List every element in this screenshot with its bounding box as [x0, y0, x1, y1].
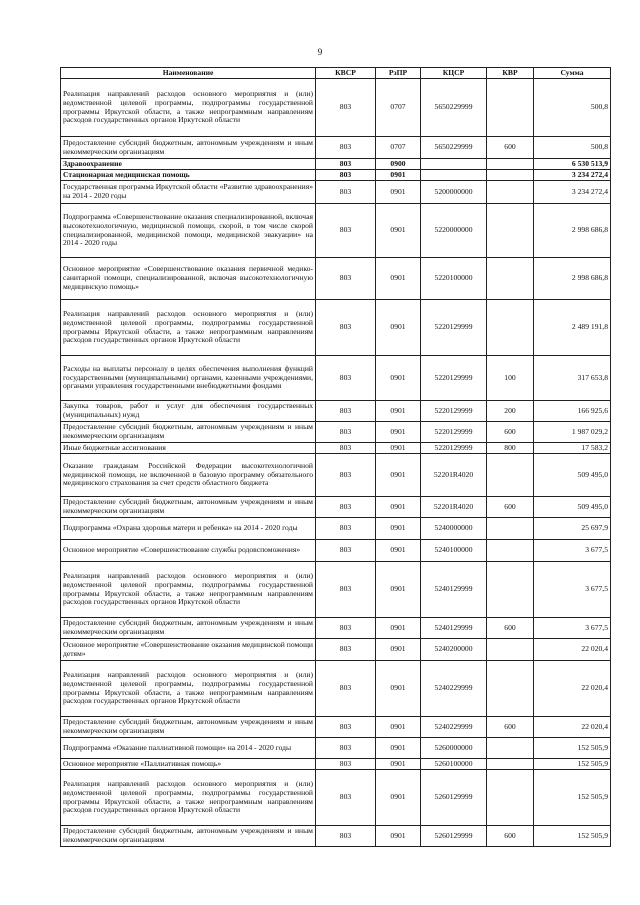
cell-kvsr: 803: [316, 181, 376, 204]
cell-name: Реализация направлений расходов основного мероприятия и (или) ведомственной целевой программы, подпрограммы государственной программы Иркутской области, а также непрограммным направлениям расходов государственных органов Иркутской области: [61, 300, 316, 356]
cell-rzpr: 0901: [376, 540, 421, 562]
cell-sum: 3 677,5: [534, 562, 611, 618]
cell-kvr: [487, 661, 534, 717]
cell-rzpr: 0900: [376, 159, 421, 170]
cell-kcsr: 5650229999: [421, 79, 487, 137]
cell-kvsr: 803: [316, 770, 376, 826]
cell-name: Здравоохранение: [61, 159, 316, 170]
cell-kvsr: 803: [316, 204, 376, 258]
cell-name: Закупка товаров, работ и услуг для обеспечения государственных (муниципальных) нужд: [61, 401, 316, 422]
cell-kvr: [487, 258, 534, 300]
cell-kvr: 600: [487, 497, 534, 518]
cell-sum: 22 020,4: [534, 717, 611, 738]
cell-rzpr: 0901: [376, 170, 421, 181]
cell-kvr: [487, 562, 534, 618]
budget-table: [60, 67, 611, 847]
cell-name: Подпрограмма «Оказание паллиативной помощи» на 2014 - 2020 годы: [61, 738, 316, 759]
cell-kcsr: 5240129999: [421, 562, 487, 618]
cell-kvsr: 803: [316, 443, 376, 454]
cell-sum: 500,8: [534, 137, 611, 159]
cell-kvr: [487, 518, 534, 540]
cell-name: Предоставление субсидий бюджетным, автономным учреждениям и иным некоммерческим организациям: [61, 497, 316, 518]
cell-sum: 17 583,2: [534, 443, 611, 454]
cell-sum: 152 505,9: [534, 770, 611, 826]
cell-sum: 500,8: [534, 79, 611, 137]
cell-kvr: [487, 159, 534, 170]
cell-kvr: [487, 540, 534, 562]
cell-kvr: 600: [487, 826, 534, 847]
table-row: [61, 738, 611, 759]
cell-kvsr: 803: [316, 300, 376, 356]
cell-kvsr: 803: [316, 137, 376, 159]
cell-name: Расходы на выплаты персоналу в целях обеспечения выполнения функций государственными (муниципальными) органами, казенными учреждениями, органами управления государственными внебюджетными фондами: [61, 356, 316, 401]
cell-kcsr: 5650229999: [421, 137, 487, 159]
cell-kcsr: [421, 170, 487, 181]
table-row: [61, 443, 611, 454]
cell-kcsr: 5260129999: [421, 826, 487, 847]
cell-kcsr: 5240229999: [421, 717, 487, 738]
cell-kvr: [487, 454, 534, 497]
cell-kcsr: 5240229999: [421, 661, 487, 717]
cell-rzpr: 0901: [376, 826, 421, 847]
cell-name: Основное мероприятие «Совершенствование оказания медицинской помощи детям»: [61, 639, 316, 661]
cell-sum: 509 495,0: [534, 497, 611, 518]
cell-rzpr: 0901: [376, 738, 421, 759]
cell-sum: 1 987 029,2: [534, 422, 611, 443]
cell-sum: 3 234 272,4: [534, 181, 611, 204]
cell-kvsr: 803: [316, 540, 376, 562]
cell-kvsr: 803: [316, 497, 376, 518]
cell-rzpr: 0901: [376, 181, 421, 204]
table-row: [61, 717, 611, 738]
cell-sum: 3 234 272,4: [534, 170, 611, 181]
cell-sum: 317 653,8: [534, 356, 611, 401]
cell-sum: 152 505,9: [534, 759, 611, 770]
cell-kcsr: 5200000000: [421, 181, 487, 204]
cell-kvsr: 803: [316, 356, 376, 401]
cell-kvsr: 803: [316, 422, 376, 443]
cell-rzpr: 0901: [376, 639, 421, 661]
cell-kvr: 100: [487, 356, 534, 401]
cell-kvr: 600: [487, 137, 534, 159]
header-rzpr: РзПР: [376, 68, 421, 79]
table-body: [61, 79, 611, 847]
cell-kcsr: 52201R4020: [421, 454, 487, 497]
cell-sum: 3 677,5: [534, 618, 611, 639]
table-row: [61, 79, 611, 137]
cell-name: Оказание гражданам Российской Федерации высокотехнологичной медицинской помощи, не включенной в базовую программу обязательного медицинского страхования за счет средств областного бюджета: [61, 454, 316, 497]
cell-sum: 2 998 686,8: [534, 204, 611, 258]
cell-kcsr: 5220129999: [421, 300, 487, 356]
cell-name: Реализация направлений расходов основного мероприятия и (или) ведомственной целевой программы, подпрограммы государственной программы Иркутской области, а также непрограммным направлениям расходов государственных органов Иркутской области: [61, 562, 316, 618]
table-row: [61, 170, 611, 181]
cell-kvsr: 803: [316, 639, 376, 661]
table-row: [61, 826, 611, 847]
cell-name: Предоставление субсидий бюджетным, автономным учреждениям и иным некоммерческим организациям: [61, 826, 316, 847]
cell-kcsr: 52201R4020: [421, 497, 487, 518]
cell-kcsr: 5240000000: [421, 518, 487, 540]
cell-kvr: 600: [487, 618, 534, 639]
cell-rzpr: 0707: [376, 137, 421, 159]
cell-kvr: 600: [487, 422, 534, 443]
table-row: [61, 258, 611, 300]
table-row: [61, 181, 611, 204]
cell-name: Государственная программа Иркутской области «Развитие здравоохранения» на 2014 - 2020 годы: [61, 181, 316, 204]
cell-sum: 2 998 686,8: [534, 258, 611, 300]
cell-name: Стационарная медицинская помощь: [61, 170, 316, 181]
table-row: [61, 618, 611, 639]
cell-name: Реализация направлений расходов основного мероприятия и (или) ведомственной целевой программы, подпрограммы государственной программы Иркутской области, а также непрограммным направлениям расходов государственных органов Иркутской области: [61, 79, 316, 137]
cell-sum: 152 505,9: [534, 826, 611, 847]
cell-rzpr: 0901: [376, 356, 421, 401]
table-row: [61, 137, 611, 159]
cell-kcsr: 5220129999: [421, 401, 487, 422]
table-row: [61, 518, 611, 540]
table-row: [61, 401, 611, 422]
cell-rzpr: 0901: [376, 401, 421, 422]
cell-kvsr: 803: [316, 518, 376, 540]
cell-sum: 25 697,9: [534, 518, 611, 540]
cell-rzpr: 0901: [376, 518, 421, 540]
header-sum: Сумма: [534, 68, 611, 79]
table-row: [61, 770, 611, 826]
table-row: [61, 422, 611, 443]
table-header: [61, 68, 611, 79]
table-row: [61, 454, 611, 497]
cell-kvsr: 803: [316, 454, 376, 497]
cell-kvr: [487, 300, 534, 356]
cell-rzpr: 0901: [376, 300, 421, 356]
cell-kcsr: 5220129999: [421, 356, 487, 401]
cell-kcsr: 5240200000: [421, 639, 487, 661]
cell-kvsr: 803: [316, 258, 376, 300]
cell-name: Реализация направлений расходов основного мероприятия и (или) ведомственной целевой программы, подпрограммы государственной программы Иркутской области, а также непрограммным направлениям расходов государственных органов Иркутской области: [61, 661, 316, 717]
table-row: [61, 159, 611, 170]
table-row: [61, 562, 611, 618]
cell-rzpr: 0901: [376, 258, 421, 300]
table-row: [61, 204, 611, 258]
table-row: [61, 540, 611, 562]
cell-kvsr: 803: [316, 79, 376, 137]
cell-kcsr: 5240129999: [421, 618, 487, 639]
header-kcsr: КЦСР: [421, 68, 487, 79]
cell-kcsr: 5260000000: [421, 738, 487, 759]
cell-kvsr: 803: [316, 618, 376, 639]
cell-name: Предоставление субсидий бюджетным, автономным учреждениям и иным некоммерческим организациям: [61, 618, 316, 639]
cell-kvr: [487, 738, 534, 759]
cell-kvsr: 803: [316, 826, 376, 847]
table-row: [61, 661, 611, 717]
cell-sum: 22 020,4: [534, 639, 611, 661]
cell-kcsr: 5260129999: [421, 770, 487, 826]
cell-kcsr: 5220100000: [421, 258, 487, 300]
table-row: [61, 759, 611, 770]
cell-kvsr: 803: [316, 401, 376, 422]
cell-kvr: [487, 79, 534, 137]
cell-rzpr: 0901: [376, 759, 421, 770]
cell-kvr: 200: [487, 401, 534, 422]
cell-kvr: [487, 759, 534, 770]
cell-kcsr: 5240100000: [421, 540, 487, 562]
cell-kvr: 800: [487, 443, 534, 454]
cell-kvsr: 803: [316, 661, 376, 717]
cell-sum: 2 489 191,8: [534, 300, 611, 356]
cell-name: Основное мероприятие «Совершенствование службы родовспоможения»: [61, 540, 316, 562]
cell-kcsr: 5260100000: [421, 759, 487, 770]
cell-name: Основное мероприятие «Совершенствование оказания первичной медико-санитарной помощи, специализированной, включая высокотехнологичную медицинскую помощь»: [61, 258, 316, 300]
cell-kvsr: 803: [316, 170, 376, 181]
cell-rzpr: 0901: [376, 717, 421, 738]
cell-sum: 509 495,0: [534, 454, 611, 497]
table-row: [61, 300, 611, 356]
cell-rzpr: 0707: [376, 79, 421, 137]
cell-rzpr: 0901: [376, 770, 421, 826]
page-number: 9: [317, 47, 323, 57]
cell-name: Основное мероприятие «Паллиативная помощь»: [61, 759, 316, 770]
header-kvsr: КВСР: [316, 68, 376, 79]
cell-name: Подпрограмма «Совершенствование оказания специализированной, включая высокотехнологичную, медицинской помощи, скорой, в том числе скорой специализированной, медицинской помощи, медицинской эвакуации» на 2014 - 2020 годы: [61, 204, 316, 258]
table-row: [61, 639, 611, 661]
cell-kvsr: 803: [316, 759, 376, 770]
cell-name: Предоставление субсидий бюджетным, автономным учреждениям и иным некоммерческим организациям: [61, 422, 316, 443]
cell-rzpr: 0901: [376, 454, 421, 497]
cell-sum: 3 677,5: [534, 540, 611, 562]
cell-kvr: [487, 204, 534, 258]
header-row: [61, 68, 611, 79]
cell-rzpr: 0901: [376, 422, 421, 443]
cell-kvsr: 803: [316, 159, 376, 170]
cell-kvsr: 803: [316, 562, 376, 618]
cell-kvr: [487, 181, 534, 204]
table-row: [61, 497, 611, 518]
cell-kvr: [487, 170, 534, 181]
cell-sum: 152 505,9: [534, 738, 611, 759]
cell-rzpr: 0901: [376, 443, 421, 454]
cell-kcsr: [421, 159, 487, 170]
cell-kvsr: 803: [316, 717, 376, 738]
cell-kvsr: 803: [316, 738, 376, 759]
cell-name: Предоставление субсидий бюджетным, автономным учреждениям и иным некоммерческим организациям: [61, 137, 316, 159]
header-kvr: КВР: [487, 68, 534, 79]
cell-kvr: 600: [487, 717, 534, 738]
cell-kcsr: 5220129999: [421, 422, 487, 443]
cell-rzpr: 0901: [376, 562, 421, 618]
header-name: Наименование: [61, 68, 316, 79]
cell-sum: 22 020,4: [534, 661, 611, 717]
table-row: [61, 356, 611, 401]
cell-sum: 166 925,6: [534, 401, 611, 422]
cell-name: Иные бюджетные ассигнования: [61, 443, 316, 454]
cell-kvr: [487, 639, 534, 661]
cell-rzpr: 0901: [376, 204, 421, 258]
cell-kcsr: 5220000000: [421, 204, 487, 258]
cell-name: Реализация направлений расходов основного мероприятия и (или) ведомственной целевой программы, подпрограммы государственной программы Иркутской области, а также непрограммным направлениям расходов государственных органов Иркутской области: [61, 770, 316, 826]
cell-sum: 6 530 513,9: [534, 159, 611, 170]
cell-name: Подпрограмма «Охрана здоровья матери и ребенка» на 2014 - 2020 годы: [61, 518, 316, 540]
cell-name: Предоставление субсидий бюджетным, автономным учреждениям и иным некоммерческим организациям: [61, 717, 316, 738]
cell-rzpr: 0901: [376, 618, 421, 639]
cell-rzpr: 0901: [376, 497, 421, 518]
cell-rzpr: 0901: [376, 661, 421, 717]
cell-kvr: [487, 770, 534, 826]
cell-kcsr: 5220129999: [421, 443, 487, 454]
